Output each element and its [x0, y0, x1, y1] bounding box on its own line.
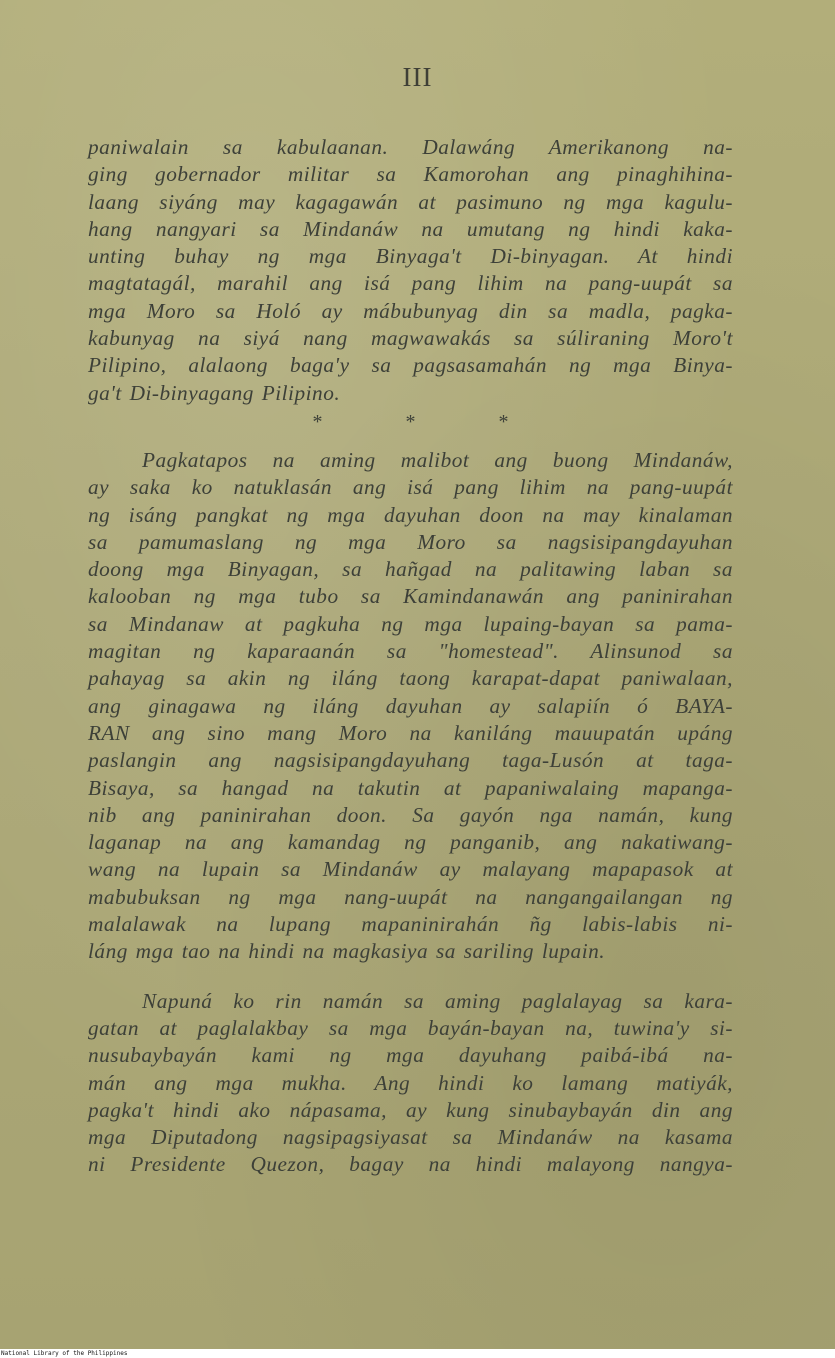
text-line: magtatagál, marahil ang isá pang lihim na pang-uupát sa — [88, 271, 733, 296]
text-line: paslangin ang nagsisipangdayuhang taga-Lusón at taga- — [88, 748, 733, 773]
text-line: mga Moro sa Holó ay mábubunyag din sa madla, pagka- — [88, 298, 733, 323]
text-line: mán ang mga mukha. Ang hindi ko lamang matiyák, — [88, 1070, 733, 1095]
text-line: ging gobernador militar sa Kamorohan ang pinaghihina- — [88, 162, 733, 187]
text-line: sa pamumaslang ng mga Moro sa nagsisipangdayuhan — [88, 529, 733, 554]
text-line: gatan at paglalakbay sa mga bayán-bayan na, tuwina'y si- — [88, 1015, 733, 1040]
text-line: wang na lupain sa Mindanáw ay malayang mapapasok at — [88, 857, 733, 882]
text-line: paniwalain sa kabulaanan. Dalawáng Amerikanong na- — [88, 135, 733, 159]
text-line: kalooban ng mga tubo sa Kamindanawán ang paninirahan — [88, 584, 733, 609]
text-line: hang nangyari sa Mindanáw na umutang ng hindi kaka- — [88, 216, 733, 241]
text-line: Pilipino, alalaong baga'y sa pagsasamahán ng mga Binya- — [88, 353, 733, 378]
text-line: Bisaya, sa hangad na takutin at papaniwalaing mapanga- — [88, 775, 733, 800]
paragraph-1 — [88, 134, 733, 407]
text-line: laang siyáng may kagagawán at pasimuno ng mga kagulu- — [88, 189, 733, 214]
body-text — [88, 134, 733, 1179]
text-line: laganap na ang kamandag ng panganib, ang nakatiwang- — [88, 830, 733, 855]
spacer — [88, 966, 733, 988]
section-break: * * * — [312, 410, 547, 433]
library-credit: National Library of the Philippines — [1, 1350, 128, 1357]
text-line: unting buhay ng mga Binyaga't Di-binyagan. At hindi — [88, 244, 733, 269]
text-line: magitan ng kaparaanán sa "homestead". Alinsunod sa — [88, 639, 733, 664]
text-line: ay saka ko natuklasán ang isá pang lihim na pang-uupát — [88, 475, 733, 500]
spacer — [88, 435, 733, 447]
text-line: doong mga Binyagan, sa hañgad na palitawing laban sa — [88, 557, 733, 582]
text-line: nusubaybayán kami ng mga dayuhang paibá-ibá na- — [88, 1043, 733, 1068]
text-line: láng mga tao na hindi na magkasiya sa sariling lupain. — [88, 939, 606, 964]
text-line: mabubuksan ng mga nang-uupát na nangangailangan ng — [88, 884, 733, 909]
text-line: ga't Di-binyagang Pilipino. — [88, 380, 341, 405]
text-line: Napuná ko rin namán sa aming paglalayag sa kara- — [142, 988, 733, 1013]
text-line: kabunyag na siyá nang magwawakás sa súliraning Moro't — [88, 326, 733, 351]
text-line: Pagkatapos na aming malibot ang buong Mindanáw, — [142, 447, 733, 472]
text-line: pagka't hindi ako nápasama, ay kung sinubaybayán din ang — [88, 1097, 733, 1122]
text-line: RAN ang sino mang Moro na kaniláng mauupatán upáng — [88, 720, 733, 745]
text-line: mga Diputadong nagsipagsiyasat sa Mindanáw na kasama — [88, 1125, 733, 1150]
text-line: sa Mindanaw at pagkuha ng mga lupaing-bayan sa pama- — [88, 611, 733, 636]
text-line: ng isáng pangkat ng mga dayuhan doon na may kinalaman — [88, 502, 733, 527]
text-line: nib ang paninirahan doon. Sa gayón nga namán, kung — [88, 802, 733, 827]
text-line: malalawak na lupang mapaninirahán ñg labis-labis ni- — [88, 912, 733, 937]
text-line: ang ginagawa ng iláng dayuhan ay salapiín ó BAYA- — [88, 693, 733, 718]
paragraph-3 — [88, 988, 733, 1179]
text-line: pahayag sa akin ng iláng taong karapat-dapat paniwalaan, — [88, 666, 733, 691]
text-line: ni Presidente Quezon, bagay na hindi malayong nangya- — [88, 1152, 733, 1177]
paragraph-2 — [88, 447, 733, 966]
page-number: III — [402, 62, 433, 92]
